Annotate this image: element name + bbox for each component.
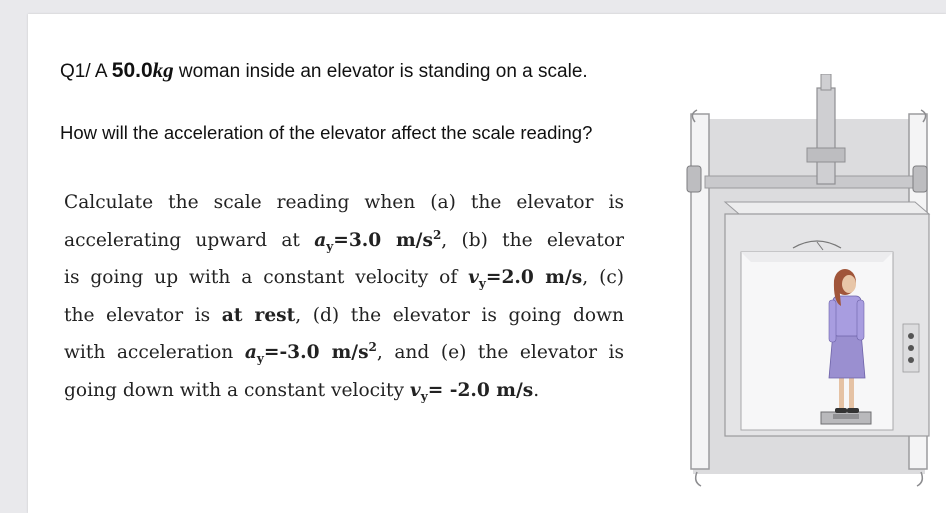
- calculation-prompt: [64, 184, 624, 409]
- document-page: [28, 14, 946, 513]
- calc-line-2: accelerating upward at $a_y=3.0$ $m/s^2$, (b) the elevator: [64, 227, 624, 254]
- elevator-cable: [817, 88, 835, 184]
- calc-line-1: Calculate the scale reading when (a) the elevator is: [64, 192, 624, 213]
- calc-line-4: the elevator is at rest, (d) the elevator is going down: [64, 304, 624, 326]
- elevator-illustration-icon: [683, 74, 943, 494]
- question-title: Q1/ A 50.0kg woman inside an elevator is standing on a scale.: [60, 58, 588, 82]
- mass-value: 50.0kg: [111, 58, 174, 82]
- calc-line-5: with acceleration $a_y=-3.0$ $m/s^2$, and (e) the elevator is: [64, 339, 624, 366]
- calc-line-3: is going up with a constant velocity of $v_y=2.0$ m/s, (c): [64, 267, 624, 291]
- question-subtitle: How will the acceleration of the elevator affect the scale reading?: [60, 122, 593, 143]
- calc-line-6: going down with a constant velocity $v_y= -2.0$ m/s.: [64, 379, 540, 404]
